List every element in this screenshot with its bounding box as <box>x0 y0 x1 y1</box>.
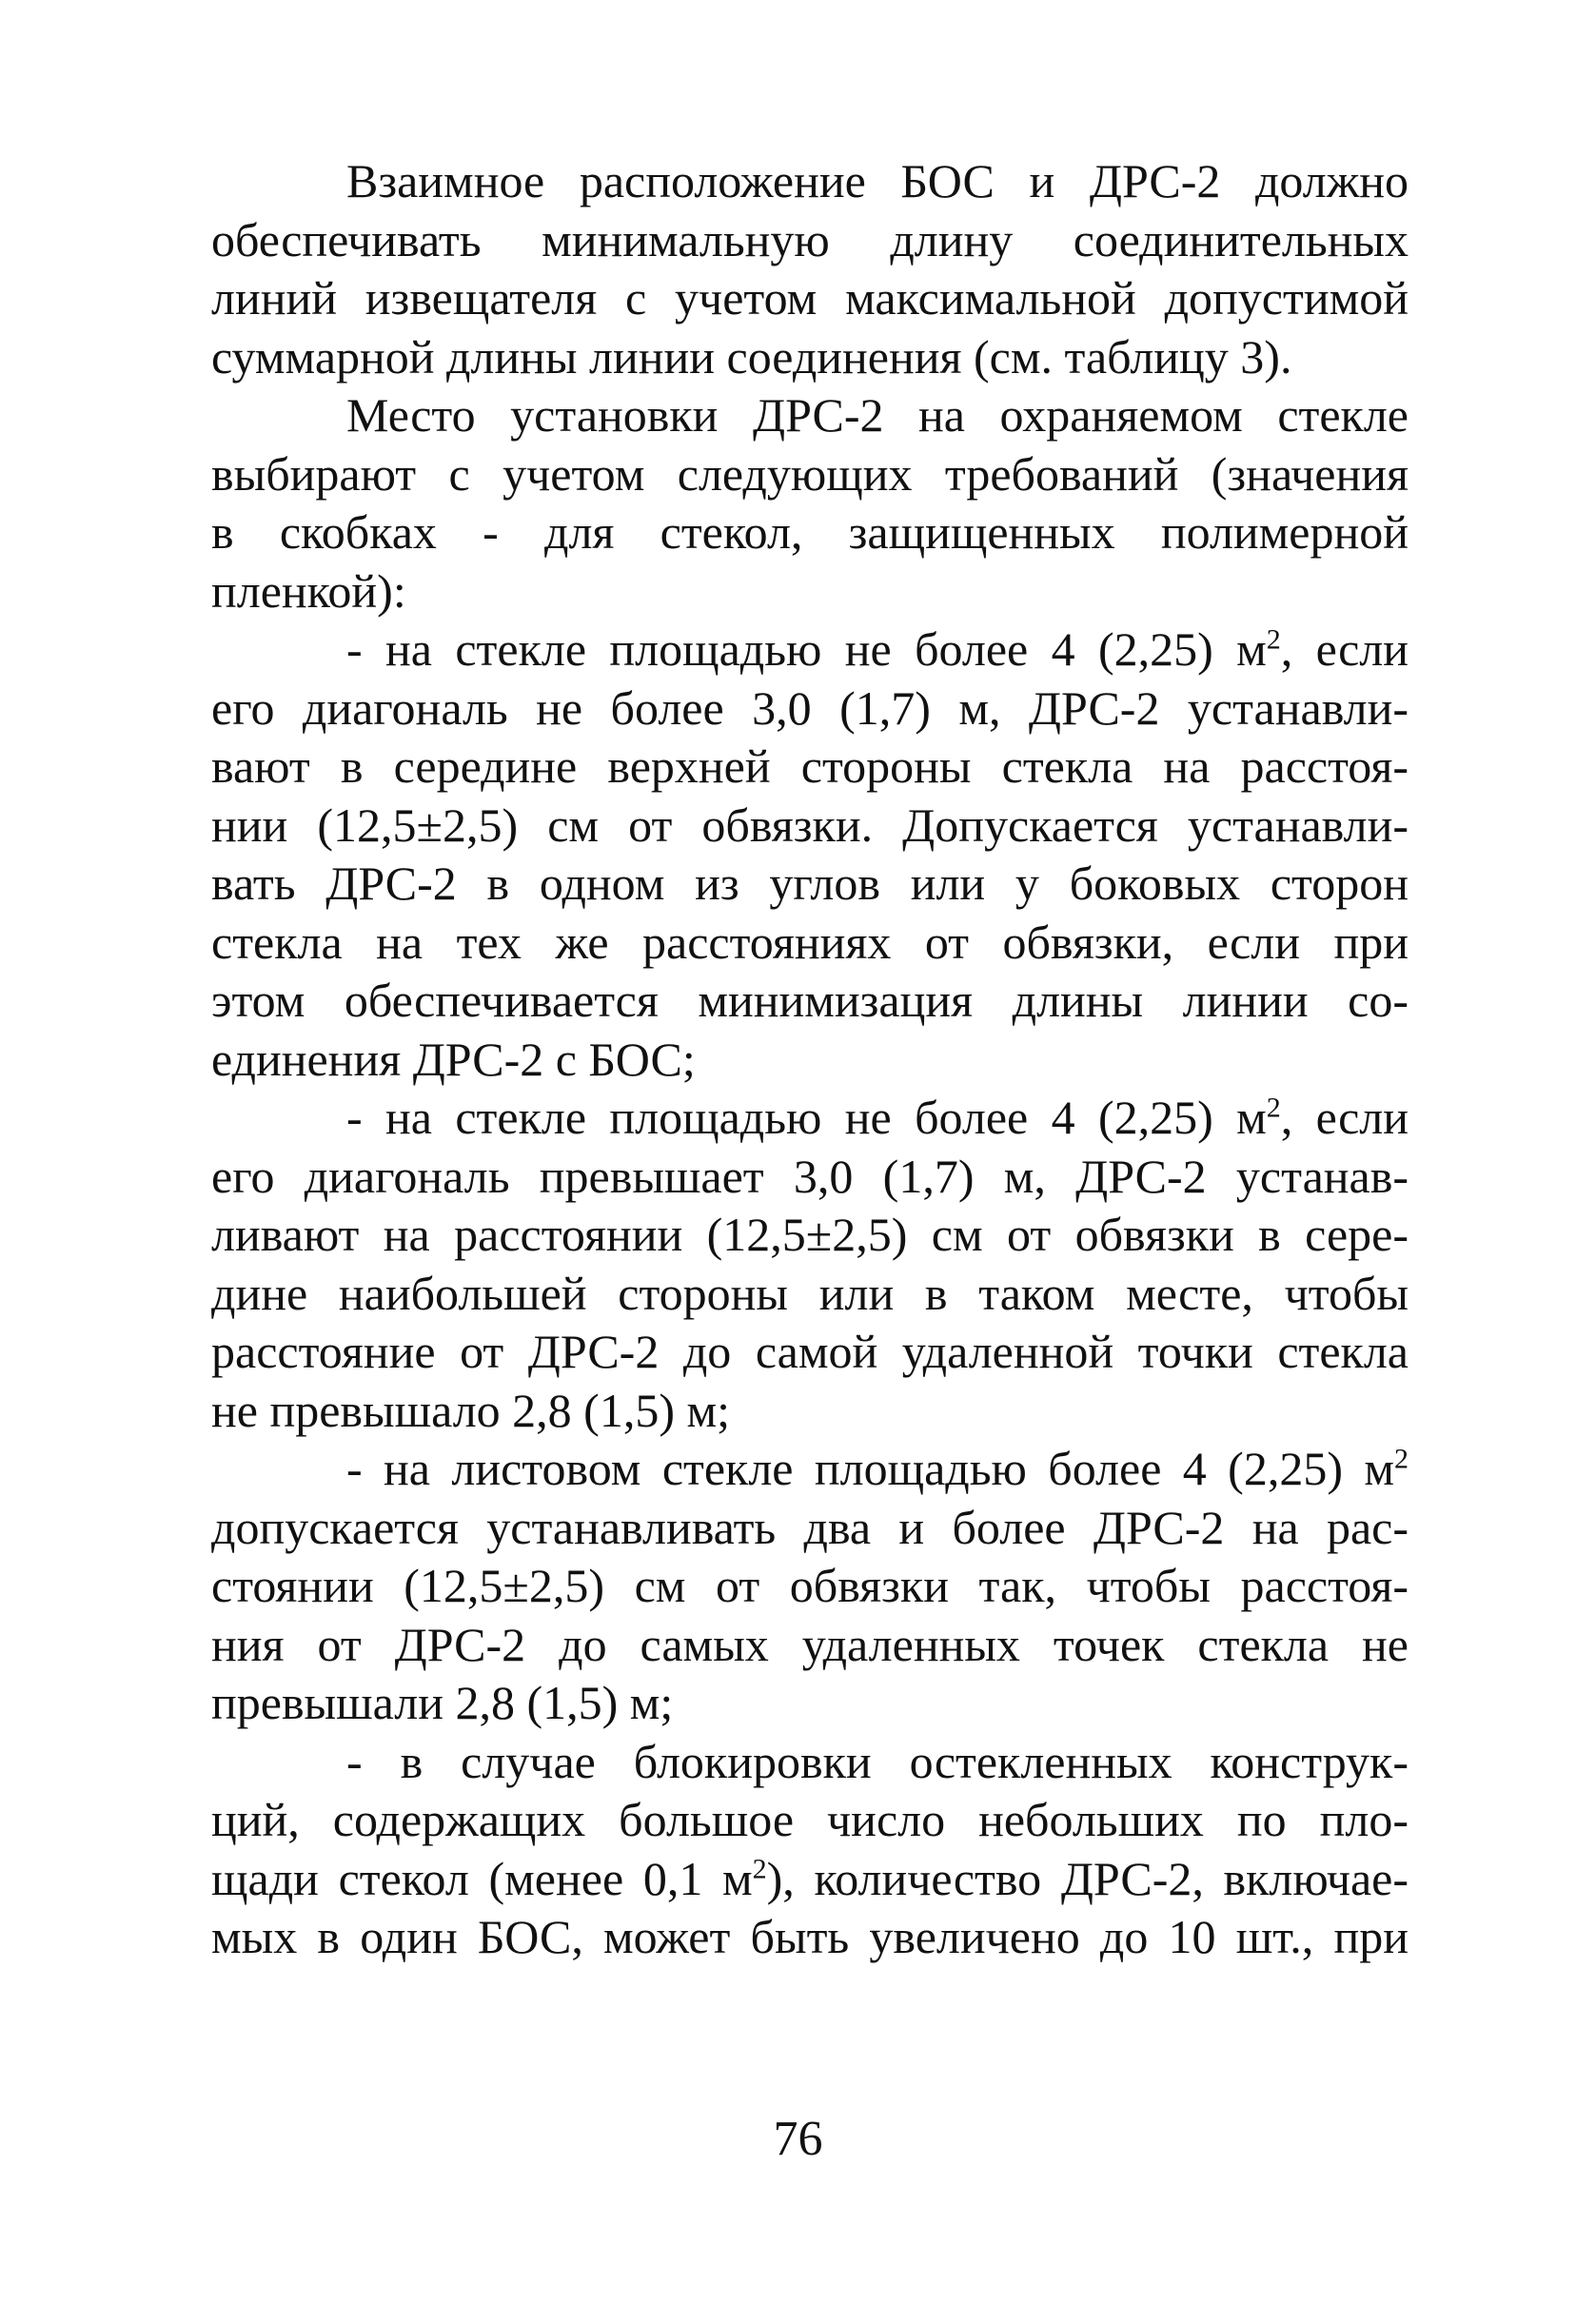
text-line: не превышало 2,8 (1,5) м; <box>211 1383 731 1437</box>
text-line: в скобках - для стекол, защищенных полимерной <box>211 505 1409 559</box>
body-text <box>211 152 1409 1967</box>
text-line: - на стекле площадью не более 4 (2,25) $м^2$, если <box>346 622 1409 676</box>
text-line: вать ДРС-2 в одном из углов или у боковых сторон <box>211 857 1409 910</box>
text-line: единения ДРС-2 с БОС; <box>211 1032 696 1086</box>
text-line: пленкой): <box>211 563 406 618</box>
text-line: Место установки ДРС-2 на охраняемом стекле <box>346 388 1409 442</box>
paragraph <box>211 1733 1409 1967</box>
text-line: вают в середине верхней стороны стекла на расстоя- <box>211 739 1409 793</box>
paragraph <box>211 1089 1409 1440</box>
text-line: обеспечивать минимальную длину соединительных <box>211 212 1409 266</box>
text-line: его диагональ не более 3,0 (1,7) м, ДРС-2 устанавли- <box>211 680 1409 735</box>
text-line: щади стекол (менее 0,1 $м^2$), количество ДРС-2, включае- <box>211 1851 1409 1905</box>
text-line: стоянии (12,5±2,5) см от обвязки так, чтобы расстоя- <box>211 1559 1409 1612</box>
text-line: расстояние от ДРС-2 до самой удаленной точки стекла <box>211 1325 1409 1378</box>
text-line: ния от ДРС-2 до самых удаленных точек стекла не <box>211 1617 1409 1671</box>
text-line: дине наибольшей стороны или в таком месте, чтобы <box>211 1266 1409 1320</box>
text-line: ливают на расстоянии (12,5±2,5) см от обвязки в сере- <box>211 1208 1409 1261</box>
page-number: 76 <box>773 2112 823 2166</box>
text-line: суммарной длины линии соединения (см. таблицу 3). <box>211 329 1292 384</box>
text-line: этом обеспечивается минимизация длины линии со- <box>211 974 1409 1027</box>
text-line: Взаимное расположение БОС и ДРС-2 должно <box>346 154 1409 207</box>
text-line: - в случае блокировки остекленных конструк- <box>346 1734 1409 1788</box>
text-line: - на стекле площадью не более 4 (2,25) $м^2$, если <box>346 1091 1409 1144</box>
paragraph <box>211 386 1409 620</box>
paragraph <box>211 152 1409 386</box>
paragraph <box>211 1440 1409 1733</box>
text-line: линий извещателя с учетом максимальной допустимой <box>211 271 1409 325</box>
text-line: ций, содержащих большое число небольших по пло- <box>211 1793 1409 1846</box>
text-line: его диагональ превышает 3,0 (1,7) м, ДРС-2 устанав- <box>211 1149 1409 1203</box>
text-line: нии (12,5±2,5) см от обвязки. Допускается устанавли- <box>211 798 1409 852</box>
text-line: превышали 2,8 (1,5) м; <box>211 1676 674 1729</box>
text-line: мых в один БОС, может быть увеличено до 10 шт., при <box>211 1910 1409 1963</box>
text-line: - на листовом стекле площадью более 4 (2,25) $м^2$ <box>346 1442 1409 1495</box>
paragraph <box>211 620 1409 1089</box>
text-line: допускается устанавливать два и более ДРС-2 на рас- <box>211 1500 1409 1554</box>
text-line: стекла на тех же расстояниях от обвязки, если при <box>211 915 1409 969</box>
text-line: выбирают с учетом следующих требований (значения <box>211 446 1409 501</box>
